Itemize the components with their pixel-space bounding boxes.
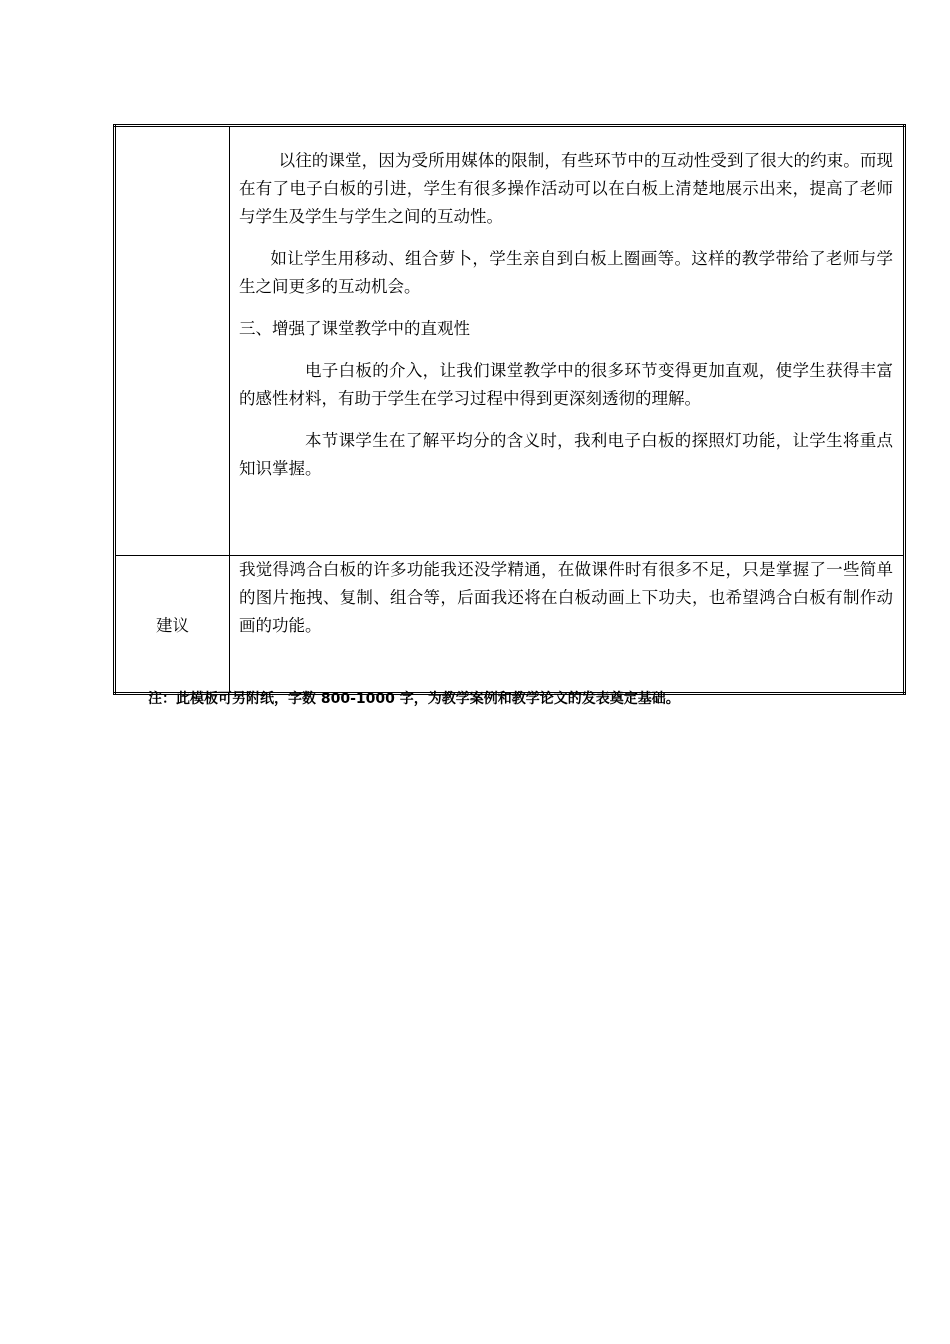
paragraph-spotlight: 本节课学生在了解平均分的含义时，我利电子白板的探照灯功能，让学生将重点知识掌握。 bbox=[239, 431, 893, 478]
section-heading: 三、增强了课堂教学中的直观性 bbox=[239, 319, 470, 338]
paragraph-example: 如让学生用移动、组合萝卜，学生亲自到白板上圈画等。这样的教学带给了老师与学生之间更多的互动机会。 bbox=[239, 249, 893, 296]
suggestion-text: 我觉得鸿合白板的许多功能我还没学精通，在做课件时有很多不足，只是掌握了一些简单的图片拖拽、复制、组合等，后面我还将在白板动画上下功夫，也希望鸿合白板有制作动画的功能。 bbox=[239, 560, 893, 635]
table-row bbox=[115, 556, 905, 694]
row-label-empty bbox=[115, 126, 230, 556]
paragraph-interaction: 以往的课堂，因为受所用媒体的限制，有些环节中的互动性受到了很大的约束。而现在有了电子白板的引进，学生有很多操作活动可以在白板上清楚地展示出来，提高了老师与学生及学生与学生之间的互动性。 bbox=[239, 151, 893, 226]
table-row bbox=[115, 126, 905, 556]
paragraph-intuitive: 电子白板的介入，让我们课堂教学中的很多环节变得更加直观，使学生获得丰富的感性材料，有助于学生在学习过程中得到更深刻透彻的理解。 bbox=[239, 361, 893, 408]
suggestion-label-cell bbox=[115, 556, 230, 694]
suggestion-label: 建议 bbox=[156, 616, 189, 635]
reflection-table bbox=[113, 124, 906, 695]
content-cell bbox=[230, 126, 905, 556]
suggestion-text-cell bbox=[230, 556, 905, 694]
footnote: 注：此模板可另附纸，字数 800-1000 字，为教学案例和教学论文的发表奠定基础。 bbox=[148, 691, 680, 707]
